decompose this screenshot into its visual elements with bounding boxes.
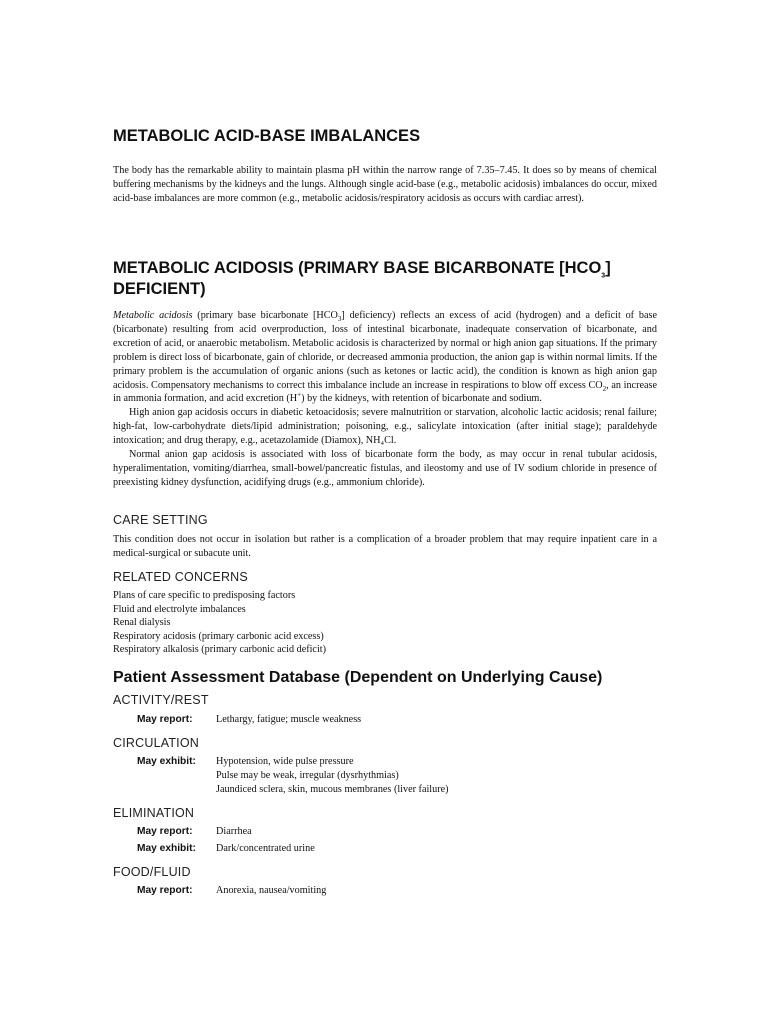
database-heading: Patient Assessment Database (Dependent on Underlying Cause) <box>113 669 603 686</box>
activity-values: Lethargy, fatigue; muscle weakness <box>216 714 362 725</box>
normal-anion-gap-paragraph: Normal anion gap acidosis is associated with loss of bicarbonate form the body, as may occur in renal tubular acidosis, hyperalimentation, vomiting/diarrhea, small-bowel/pancreatic fistulas, and ileostomy and use of IV sodium chloride in presence of preexisting kidney dysfunction, acidifying drugs (e.g., ammonium chloride). <box>113 449 657 488</box>
circulation-heading: CIRCULATION <box>113 736 200 750</box>
elimination-exhibit-value: Dark/concentrated urine <box>216 843 315 854</box>
circulation-value: Jaundiced sclera, skin, mucous membranes (liver failure) <box>216 783 449 795</box>
list-item: Plans of care specific to predisposing factors <box>113 590 296 601</box>
list-item: Renal dialysis <box>113 617 171 629</box>
related-concerns-list <box>113 589 657 657</box>
elimination-report-row <box>113 825 657 839</box>
section-heading <box>113 258 657 300</box>
list-item: Fluid and electrolyte imbalances <box>113 603 246 615</box>
intro-paragraph: The body has the remarkable ability to maintain plasma pH within the narrow range of 7.35–7.45. It does so by means of chemical buffering mechanisms by the kidneys and the lungs. Although single acid-base (e.g., metabolic acidosis) imbalances do occur, mixed acid-base imbalances are more common (e.g., metabolic acidosis/respiratory acidosis as occurs with cardiac arrest). <box>113 165 657 204</box>
circulation-exhibit-row <box>113 755 657 797</box>
section-heading-line1: METABOLIC ACIDOSIS (PRIMARY BASE BICARBONATE $[HCO_3]$ <box>113 259 611 280</box>
food-fluid-heading: FOOD/FLUID <box>113 865 191 879</box>
may-report-label: May report: <box>137 885 193 896</box>
circulation-value: Hypotension, wide pulse pressure <box>216 756 354 767</box>
may-report-label: May report: <box>137 826 193 837</box>
may-exhibit-label: May exhibit: <box>137 843 196 854</box>
list-item: Respiratory acidosis (primary carbonic acid excess) <box>113 630 324 642</box>
food-report-row <box>113 884 657 898</box>
may-report-label: May report: <box>137 714 193 725</box>
elimination-report-value: Diarrhea <box>216 826 252 837</box>
may-exhibit-label: May exhibit: <box>137 756 196 767</box>
care-setting-text: This condition does not occur in isolation but rather is a complication of a broader problem that may require inpatient care in a medical-surgical or subacute unit. <box>113 534 657 559</box>
related-concerns-heading: RELATED CONCERNS <box>113 570 248 584</box>
section-heading-line2: DEFICIENT) <box>113 280 206 298</box>
high-anion-gap-paragraph: High anion gap acidosis occurs in diabetic ketoacidosis; severe malnutrition or starvation, alcoholic lactic acidosis; renal failure; high-fat, low-carbohydrate diets/lipid administration; poisoning, e.g., salicylate intoxication (after initial stage); paraldehyde intoxication; and drug therapy, e.g., acetazolamide (Diamox), NH₄Cl. <box>113 407 657 447</box>
circulation-value: Pulse may be weak, irregular (dysrhythmias) <box>216 769 399 781</box>
elimination-exhibit-row <box>113 842 657 856</box>
page-title: METABOLIC ACID-BASE IMBALANCES <box>113 127 421 145</box>
acidosis-description <box>113 309 657 490</box>
circulation-values <box>216 755 657 797</box>
activity-report-row <box>113 713 657 727</box>
food-report-value: Anorexia, nausea/vomiting <box>216 885 327 896</box>
care-setting-heading: CARE SETTING <box>113 513 208 527</box>
elimination-heading: ELIMINATION <box>113 806 195 820</box>
activity-rest-heading: ACTIVITY/REST <box>113 693 209 707</box>
list-item: Respiratory alkalosis (primary carbonic acid deficit) <box>113 644 327 656</box>
definition-paragraph: Metabolic acidosis (primary base bicarbonate $[HCO_3]$ deficiency) reflects an excess of acid (hydrogen) and a deficit of base (bicarbonate) resulting from acid overproduction, loss of intestinal bicarbonate, inadequate conservation of bicarbonate, and excretion of acid, or anaerobic metabolism. Metabolic acidosis is characterized by normal or high anion gap situations. If the primary problem is direct loss of bicarbonate, gain of chloride, or decreased ammonia production, the anion gap is within normal limits. If the primary problem is the accumulation of organic anions (such as ketones or lactic acid), the condition is known as high anion gap acidosis. Compensatory mechanisms to correct this imbalance include an increase in respirations to blow off excess $CO_2$, an increase in ammonia formation, and acid excretion (H+) by the kidneys, with retention of bicarbonate and sodium. <box>113 310 657 405</box>
